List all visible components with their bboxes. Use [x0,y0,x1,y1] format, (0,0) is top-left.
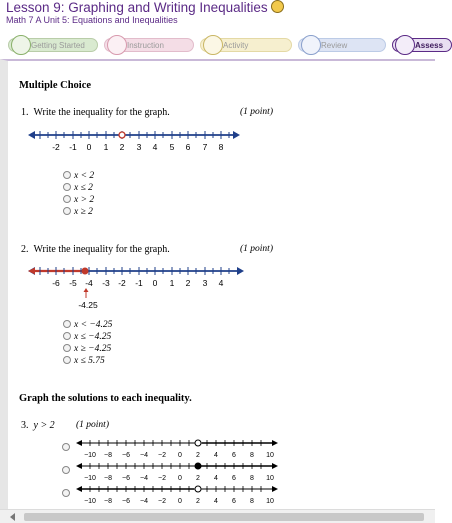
tick-label: −6 [122,452,130,459]
open-point-marker [195,486,201,492]
assessment-content [0,59,435,509]
tick-label: -6 [52,278,60,288]
tick-label: 4 [214,498,218,505]
radio-button[interactable] [63,171,71,179]
tick-label: 0 [178,452,182,459]
tick-label: 4 [218,278,224,288]
number-line-q3-a [76,436,281,460]
unit-subtitle: Math 7 A Unit 5: Equations and Inequalities [6,15,178,25]
activity-icon [203,35,223,55]
closed-point-marker [195,463,201,469]
question-1-points: (1 point) [240,107,273,117]
tick-label: 0 [178,475,182,482]
tick-label: 6 [232,475,236,482]
q1-option-c[interactable]: x > 2 [63,195,94,206]
tab-getting-started[interactable]: Getting Started [8,38,98,52]
scrollbar-thumb[interactable] [24,513,424,521]
tick-label: 10 [266,475,274,482]
open-point-marker [119,132,125,138]
tick-label: 4 [214,475,218,482]
tick-label: 1 [169,278,175,288]
number-line-q2 [28,263,248,309]
tick-label: -5 [69,278,77,288]
scroll-left-arrow-icon[interactable] [10,513,15,521]
tick-label: −4 [140,475,148,482]
q2-option-b[interactable]: x ≤ −4.25 [63,332,111,343]
tick-label: -3 [102,278,110,288]
tick-label: −4 [140,498,148,505]
question-3-points: (1 point) [76,420,109,430]
tick-label: 10 [266,452,274,459]
tick-label: 2 [196,475,200,482]
arrow-right-icon [233,131,240,139]
lesson-nav-tabs [0,34,444,56]
tick-label: 0 [178,498,182,505]
arrow-right-icon [237,267,244,275]
getting-started-icon [11,35,31,55]
tick-label: −8 [104,452,112,459]
tick-label: 3 [202,278,208,288]
closed-point-marker [82,268,88,274]
tab-instruction[interactable]: Instruction [104,38,194,52]
radio-button[interactable] [63,356,71,364]
q2-option-d[interactable]: x ≤ 5.75 [63,356,105,367]
tick-label: 4 [214,452,218,459]
horizontal-scrollbar[interactable] [0,509,435,523]
tick-label: 5 [169,142,175,152]
tick-label: 2 [196,498,200,505]
tick-label: −10 [84,498,96,505]
tick-label: 10 [266,498,274,505]
solution-arrow-icon [28,268,35,275]
tick-label: −2 [158,452,166,459]
tick-label: 4 [152,142,158,152]
q1-option-a[interactable]: x < 2 [63,171,94,182]
tick-label: -4 [85,278,93,288]
arrow-right-icon [272,486,278,492]
tick-label: -1 [135,278,143,288]
radio-button[interactable] [63,195,71,203]
radio-button[interactable] [62,443,70,451]
lesson-title: Lesson 9: Graphing and Writing Inequalities [6,0,284,15]
question-3-text: 3. y > 2 [21,420,55,431]
review-icon [301,35,321,55]
tick-label: 3 [136,142,142,152]
tab-review[interactable]: Review [298,38,386,52]
tick-label: −10 [84,452,96,459]
tick-label: 8 [250,498,254,505]
tick-label: 8 [218,142,224,152]
arrow-left-icon [76,440,82,446]
tick-label: 0 [86,142,92,152]
tick-label: 7 [202,142,208,152]
tick-label: 8 [250,475,254,482]
tab-activity[interactable]: Activity [200,38,292,52]
tick-label: −8 [104,498,112,505]
q3-option-a[interactable] [62,443,73,454]
tick-label: 6 [232,498,236,505]
tick-label: 2 [196,452,200,459]
tick-label: −8 [104,475,112,482]
question-2-points: (1 point) [240,244,273,254]
q1-option-d[interactable]: x ≥ 2 [63,207,93,218]
q2-option-a[interactable]: x < −4.25 [63,320,112,331]
tick-label: −6 [122,475,130,482]
q2-option-c[interactable]: x ≥ −4.25 [63,344,111,355]
section-heading-graph-solutions: Graph the solutions to each inequality. [19,393,192,404]
radio-button[interactable] [62,489,70,497]
tick-label: 2 [185,278,191,288]
q1-option-b[interactable]: x ≤ 2 [63,183,93,194]
open-point-marker [195,440,201,446]
assess-icon [395,35,415,55]
arrow-left-icon [76,463,82,469]
tab-assess[interactable]: Assess [392,38,452,52]
number-line-q1 [28,127,243,153]
tick-label: 8 [250,452,254,459]
tick-label: −10 [84,475,96,482]
tick-label: 0 [152,278,158,288]
number-line-q3-c [76,482,281,506]
q3-option-c[interactable] [62,489,73,500]
section-heading-multiple-choice: Multiple Choice [19,80,92,91]
tick-label: 2 [119,142,125,152]
question-1-text: 1. Write the inequality for the graph. [21,107,170,118]
tick-label: -2 [118,278,126,288]
tick-label: -1 [69,142,77,152]
tick-label: −6 [122,498,130,505]
radio-button[interactable] [62,466,70,474]
q3-option-b[interactable] [62,466,73,477]
tick-label: −2 [158,475,166,482]
radio-button[interactable] [63,183,71,191]
number-line-q3-b [76,459,281,483]
instruction-icon [107,35,127,55]
tick-label: 6 [185,142,191,152]
tick-label: -2 [52,142,60,152]
tick-label: 6 [232,452,236,459]
tick-label: 1 [103,142,109,152]
smiley-icon [271,0,284,13]
point-annotation-label: -4.25 [78,300,98,310]
arrow-left-icon [28,131,35,139]
tick-label: −4 [140,452,148,459]
tick-label: −2 [158,498,166,505]
radio-button[interactable] [63,320,71,328]
radio-button[interactable] [63,344,71,352]
question-2-text: 2. Write the inequality for the graph. [21,244,170,255]
arrow-up-icon [84,288,89,292]
radio-button[interactable] [63,207,71,215]
radio-button[interactable] [63,332,71,340]
